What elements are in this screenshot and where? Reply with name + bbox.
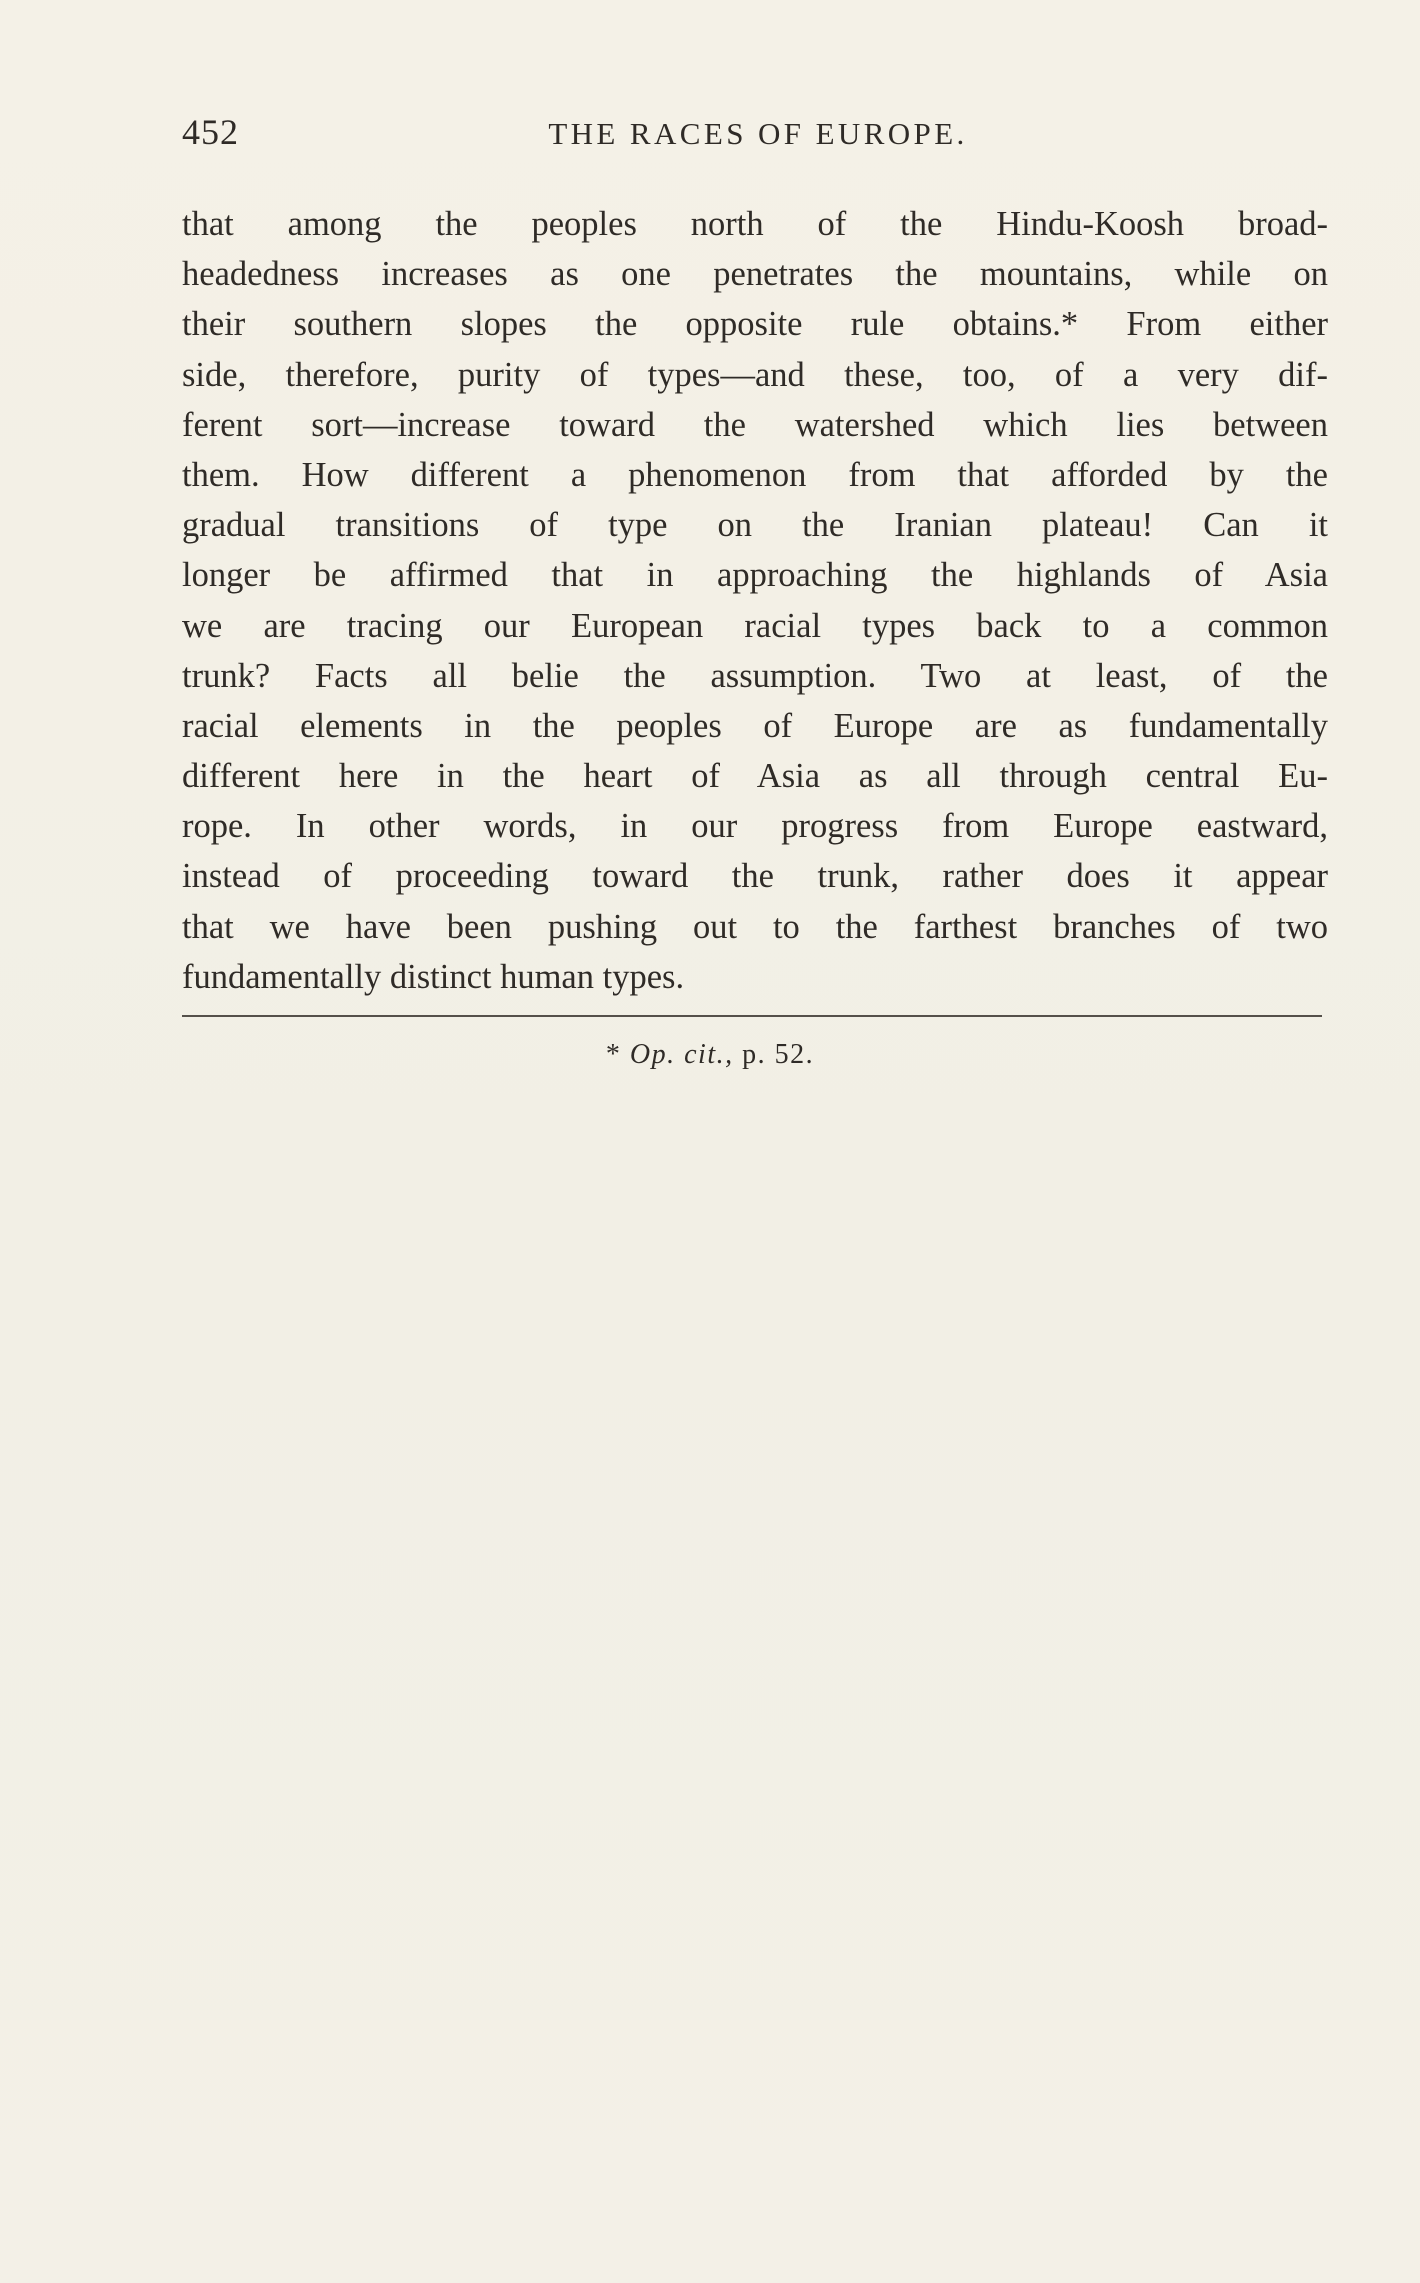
text-line: side, therefore, purity of types—and these, too, of a very dif-: [182, 355, 1328, 394]
text-line: rope. In other words, in our progress from Europe eastward,: [182, 807, 1328, 846]
text-line: we are tracing our European racial types back to a common: [182, 606, 1328, 645]
text-line: fundamentally distinct human types.: [182, 957, 685, 996]
page-number: 452: [182, 112, 239, 152]
text-line: instead of proceeding toward the trunk, rather does it appear: [182, 857, 1328, 896]
text-line: headedness increases as one penetrates the mountains, while on: [182, 255, 1328, 294]
body-paragraph: [182, 199, 1328, 1002]
footnote: [0, 1035, 1420, 1075]
text-line: racial elements in the peoples of Europe are as fundamentally: [182, 706, 1328, 745]
text-line: that among the peoples north of the Hindu-Koosh broad-: [182, 205, 1328, 243]
text-line: their southern slopes the opposite rule obtains.* From either: [182, 305, 1328, 344]
text-line: gradual transitions of type on the Iranian plateau! Can it: [182, 506, 1328, 545]
text-line: trunk? Facts all belie the assumption. Two at least, of the: [182, 656, 1328, 695]
footnote-page-ref: p. 52.: [742, 1039, 815, 1070]
text-line: ferent sort—increase toward the watershed which lies between: [182, 405, 1328, 444]
text-line: longer be affirmed that in approaching the highlands of Asia: [182, 556, 1328, 595]
text-line: that we have been pushing out to the farthest branches of two: [182, 907, 1328, 946]
text-line: them. How different a phenomenon from that afforded by the: [182, 455, 1328, 494]
text-line: different here in the heart of Asia as all through central Eu-: [182, 757, 1328, 796]
running-title: THE RACES OF EUROPE.: [548, 116, 968, 151]
footnote-citation: Op. cit.,: [629, 1039, 734, 1070]
footnote-marker: *: [605, 1039, 622, 1070]
footnote-divider: [182, 1015, 1322, 1017]
